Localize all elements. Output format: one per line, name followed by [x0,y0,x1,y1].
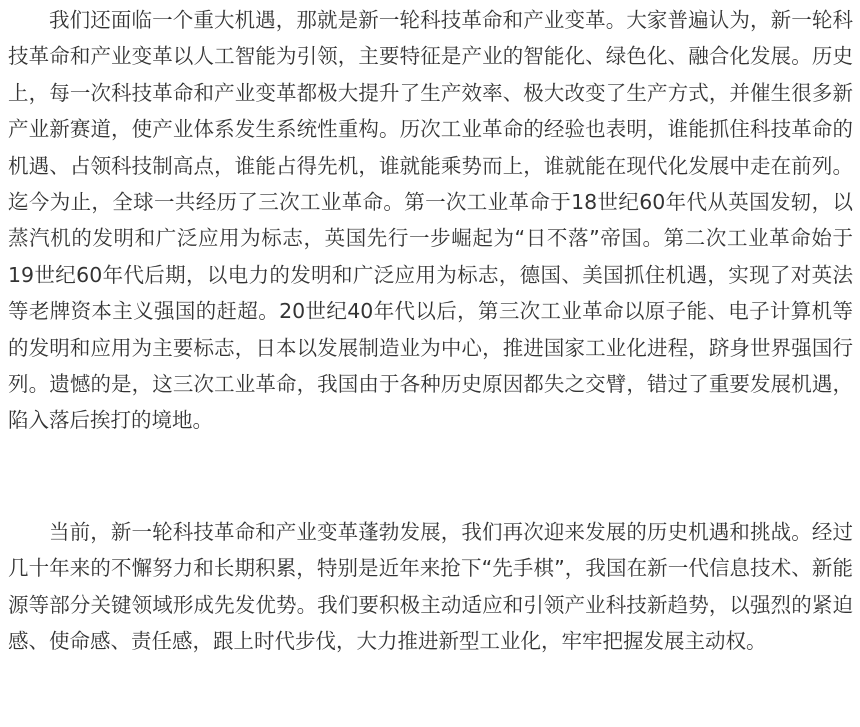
article-paragraph-2: 当前，新一轮科技革命和产业变革蓬勃发展，我们再次迎来发展的历史机遇和挑战。经过几十年来的不懈努力和长期积累，特别是近年来抢下“先手棋”，我国在新一代信息技术、新能源等部分关键领域形成先发优势。我们要积极主动适应和引领产业科技新趋势，以强烈的紧迫感、使命感、责任感，跟上时代步伐，大力推进新型工业化，牢牢把握发展主动权。 [8,520,853,654]
article-paragraph-1: 我们还面临一个重大机遇，那就是新一轮科技革命和产业变革。大家普遍认为，新一轮科技革命和产业变革以人工智能为引领，主要特征是产业的智能化、绿色化、融合化发展。历史上，每一次科技革命和产业变革都极大提升了生产效率、极大改变了生产方式，并催生很多新产业新赛道，使产业体系发生系统性重构。历次工业革命的经验也表明，谁能抓住科技革命的机遇、占领科技制高点，谁能占得先机，谁就能乘势而上，谁就能在现代化发展中走在前列。迄今为止，全球一共经历了三次工业革命。第一次工业革命于18世纪60年代从英国发轫，以蒸汽机的发明和广泛应用为标志，英国先行一步崛起为“日不落”帝国。第二次工业革命始于19世纪60年代后期，以电力的发明和广泛应用为标志，德国、美国抓住机遇，实现了对英法等老牌资本主义强国的赶超。20世纪40年代以后，第三次工业革命以原子能、电子计算机等的发明和应用为主要标志，日本以发展制造业为中心，推进国家工业化进程，跻身世界强国行列。遗憾的是，这三次工业革命，我国由于各种历史原因都失之交臂，错过了重要发展机遇，陷入落后挨打的境地。 [8,8,853,433]
